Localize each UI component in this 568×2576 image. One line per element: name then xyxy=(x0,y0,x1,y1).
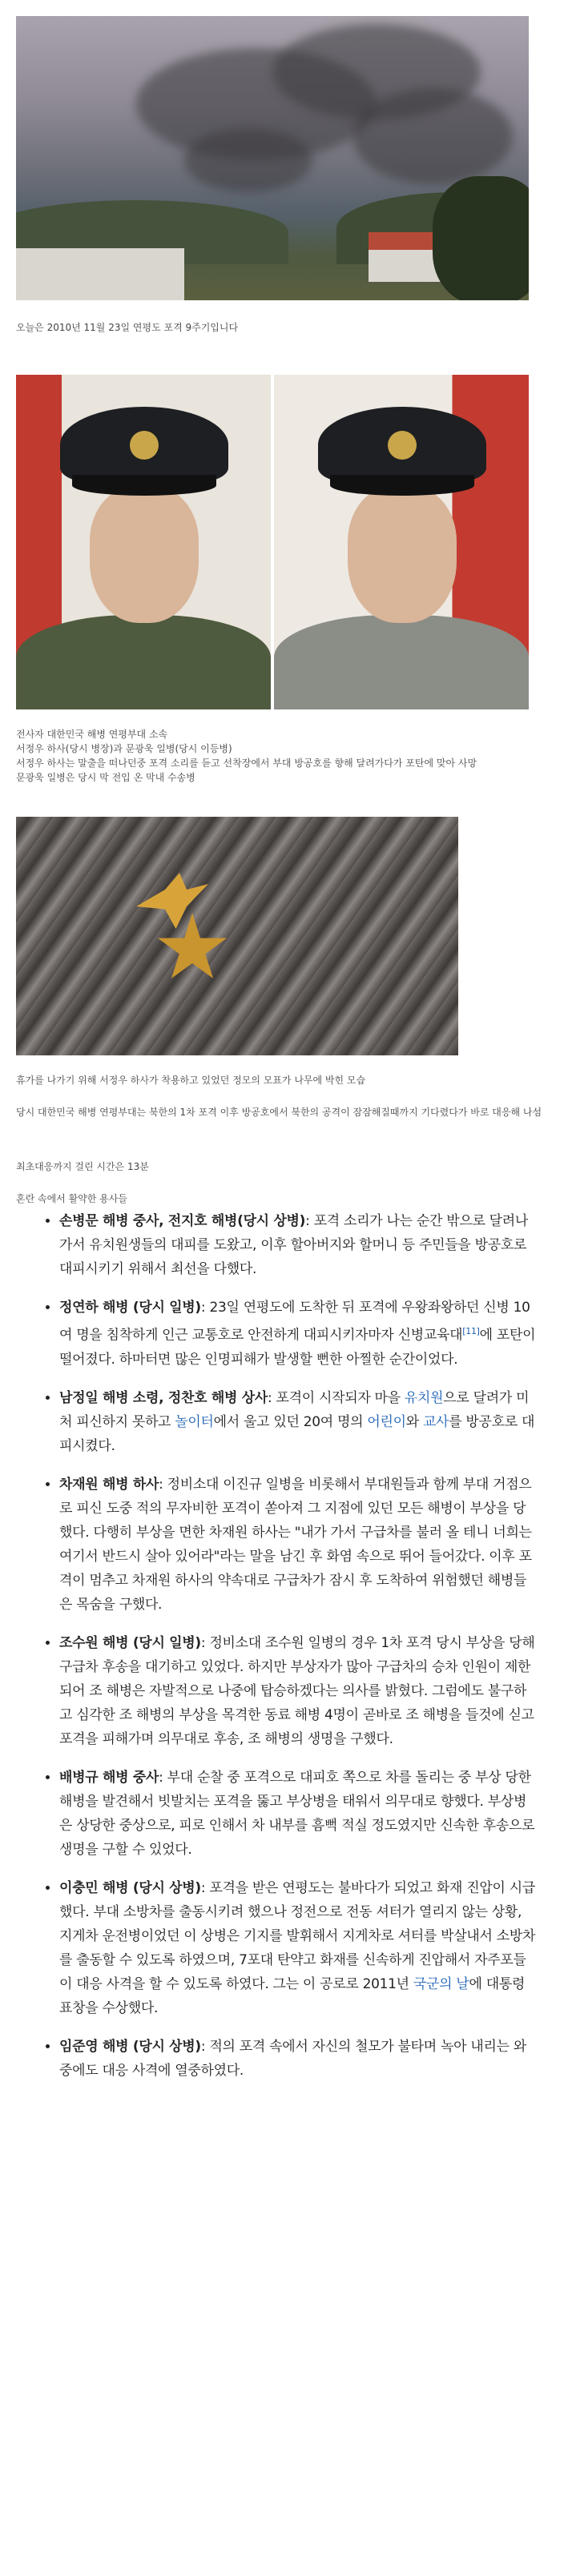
caption-line: 서정우 하사는 말출을 떠나던중 포격 소리를 듣고 선착장에서 부대 방공호를 향해 달려가다가 포탄에 맞아 사망 xyxy=(16,758,477,769)
hero-text: 으로 달려가 미처 피신하지 못하고 xyxy=(59,1389,530,1430)
cap-insignia-in-tree-photo xyxy=(16,817,458,1055)
list-item xyxy=(59,1876,537,2020)
yeonpyeong-smoke-photo xyxy=(16,16,529,300)
list-item xyxy=(59,1386,537,1458)
hero-text: : 정비소대 이진규 일병을 비롯해서 부대원들과 함께 부대 거점으로 피신 도중 적의 무자비한 포격이 쏟아져 그 지점에 있던 모든 해병이 부상을 당했다. 다행히 부상을 면한 차재원 하사는 "내가 가서 구급차를 불러 올 테니 너희는 여기서 반드시 살아 있어라"라는 말을 남긴 후 화염 속으로 뛰어 들어갔다. 이후 포격이 멈추고 차재원 하사의 약속대로 구급차가 잠시 후 도착하여 위험했던 해병들은 목숨을 구했다. xyxy=(59,1476,532,1613)
hero-text: : 정비소대 조수원 일병의 경우 1차 포격 당시 부상을 당해 구급차 후송을 대기하고 있었다. 하지만 부상자가 많아 구급차의 승차 인원이 제한되어 조 해병은 자발적으로 나중에 탑승하겠다는 의사를 밝혔다. 그럼에도 불구하고 심각한 조 해병의 부상을 목격한 동료 해병 4명이 곧바로 조 해병을 들것에 싣고 포격을 피해가며 의무대로 후송, 조 해병의 생명을 구했다. xyxy=(59,1634,535,1747)
caption-line: 서정우 하사(당시 병장)과 문광욱 일병(당시 이등병) xyxy=(16,743,232,754)
list-item xyxy=(59,2035,537,2083)
children-link[interactable]: 어린이 xyxy=(367,1413,406,1430)
hero-text: : 23일 연평도에 도착한 뒤 포격에 우왕좌왕하던 신병 10여 명을 침착하게 인근 교통호로 안전하게 대피시키자마자 신병교육대 xyxy=(59,1300,530,1344)
photo3-caption: 휴가를 나가기 위해 서정우 하사가 착용하고 있었던 정모의 모표가 나무에 박힌 모습 xyxy=(16,1075,366,1086)
photo1-caption: 오늘은 2010년 11월 23일 연평도 포격 9주기입니다 xyxy=(16,322,239,333)
hero-name: 차재원 해병 하사 xyxy=(59,1476,159,1493)
list-item xyxy=(59,1631,537,1751)
hero-text: 와 xyxy=(405,1413,423,1430)
hero-name: 손병문 해병 중사, 전지호 해병(당시 상병) xyxy=(59,1213,306,1229)
hero-text: : 포격을 받은 연평도는 불바다가 되었고 화재 진압이 시급했다. 부대 소방차를 출동시키려 했으나 정전으로 전동 셔터가 열리지 않는 상황, 지게차 운전병이었던 이 상병은 기지를 발휘해서 지게차로 셔터를 박살내서 소방차를 출동할 수 있도록 하였으며, 7포대 탄약고 화재를 신속하게 진압해서 자주포들이 대응 사격을 할 수 있도록 하였다. 그는 이 공로로 2011년 xyxy=(59,1879,536,1992)
caption-line: 문광욱 일병은 당시 막 전입 온 막내 수송병 xyxy=(16,772,195,783)
hero-text: : 부대 순찰 중 포격으로 대피호 쪽으로 차를 돌리는 중 부상 당한 해병을 발견해서 빗발치는 포격을 뚫고 부상병을 태워서 의무대로 향했다. 부상병은 상당한 중상으로, 피로 인해서 차 내부를 흠뻑 적실 정도였지만 신속한 후송으로 생명을 구할 수 있었다. xyxy=(59,1769,535,1858)
armed-forces-day-link[interactable]: 국군의 날 xyxy=(413,1975,469,1992)
heroes-note: 혼란 속에서 활약한 용사들 xyxy=(16,1193,127,1204)
response-note: 당시 대한민국 해병 연평부대는 북한의 1차 포격 이후 방공호에서 북한의 공격이 잠잠해질때까지 기다렸다가 바로 대응해 나섬 xyxy=(16,1107,542,1118)
hero-name: 정연하 해병 (당시 일병) xyxy=(59,1300,201,1316)
teachers-link[interactable]: 교사 xyxy=(422,1413,449,1430)
caption-line: 전사자 대한민국 해병 연평부대 소속 xyxy=(16,729,168,740)
marine-portrait-moon xyxy=(274,375,529,709)
portrait-caption xyxy=(16,727,477,785)
star-insignia-icon xyxy=(156,913,228,985)
list-item xyxy=(59,1766,537,1862)
list-item xyxy=(59,1296,537,1372)
marine-portrait-seo xyxy=(16,375,271,709)
eagle-insignia-icon xyxy=(136,873,208,929)
hero-text: : 포격 소리가 나는 순간 밖으로 달려나가서 유치원생들의 대피를 도왔고, 이후 할아버지와 할머니 등 주민들을 방공호로 대피시키기 위해서 최선을 다했다. xyxy=(59,1213,529,1277)
heroes-list-section xyxy=(32,1209,537,2097)
hero-text: 에 대통령 표창을 수상했다. xyxy=(59,1975,526,2016)
footnote-link[interactable]: [11] xyxy=(462,1326,480,1336)
heroes-list xyxy=(32,1209,537,2083)
hero-name: 이충민 해병 (당시 상병) xyxy=(59,1879,201,1896)
hero-name: 남정일 해병 소령, 정찬호 해병 상사 xyxy=(59,1389,268,1406)
hero-text: 에 포탄이 떨어졌다. 하마터면 많은 인명피해가 발생할 뻔한 아찔한 순간이었다. xyxy=(59,1327,536,1368)
list-item xyxy=(59,1209,537,1281)
response-time-note: 최초대응까지 걸린 시간은 13분 xyxy=(16,1161,149,1172)
hero-name: 조수원 해병 (당시 일병) xyxy=(59,1634,201,1651)
hero-name: 배병규 해병 중사 xyxy=(59,1769,159,1786)
hero-text: : 적의 포격 속에서 자신의 철모가 불타며 녹아 내리는 와중에도 대응 사격에 열중하였다. xyxy=(59,2038,526,2079)
hero-text: 에서 울고 있던 20여 명의 xyxy=(213,1413,368,1430)
list-item xyxy=(59,1473,537,1617)
hero-name: 임준영 해병 (당시 상병) xyxy=(59,2038,201,2055)
playground-link[interactable]: 놀이터 xyxy=(175,1413,214,1430)
hero-text: 를 방공호로 대피시켰다. xyxy=(59,1413,535,1454)
hero-text: : 포격이 시작되자 마을 xyxy=(267,1389,405,1406)
kindergarten-link[interactable]: 유치원 xyxy=(404,1389,444,1406)
